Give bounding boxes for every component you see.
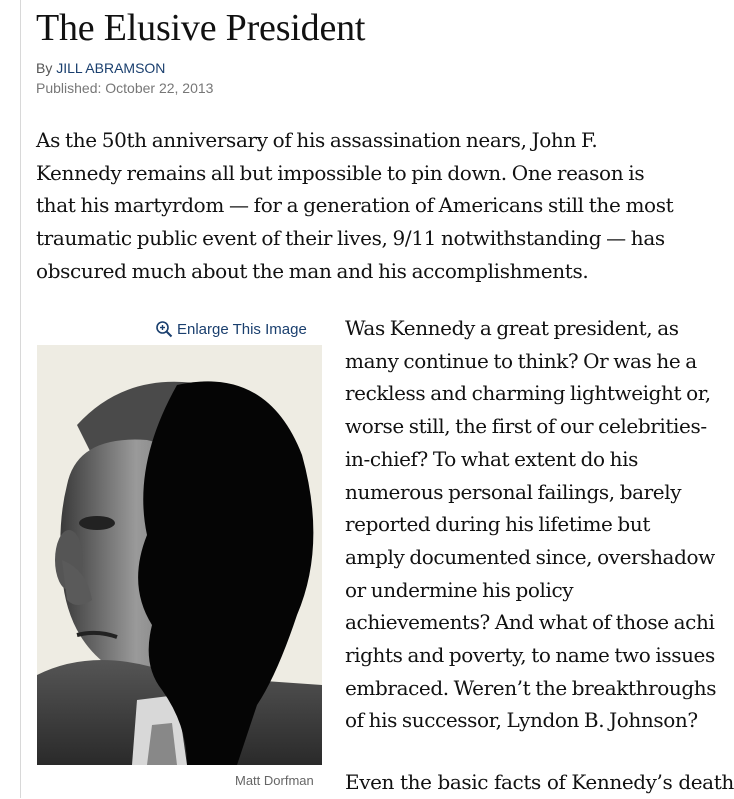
body-line: numerous personal failings, barely xyxy=(345,479,682,504)
kennedy-collage-illustration xyxy=(37,345,322,765)
body-line: rights and poverty, to name two issues xyxy=(345,643,715,668)
image-credit: Matt Dorfman xyxy=(235,773,314,788)
lead-line: obscured much about the man and his accomplishments. xyxy=(36,258,589,283)
lead-line: As the 50th anniversary of his assassination nears, John F. xyxy=(36,128,598,152)
body-line: Was Kennedy a great president, as xyxy=(345,316,679,340)
article-headline: The Elusive President xyxy=(36,7,366,49)
article-illustration[interactable] xyxy=(37,345,322,765)
enlarge-image-link[interactable] xyxy=(155,320,307,338)
byline-prefix: By xyxy=(36,60,57,76)
body-line: in-chief? To what extent do his xyxy=(345,446,638,471)
lead-line: traumatic public event of their lives, 9/11 notwithstanding — has xyxy=(36,226,665,251)
body-line: amply documented since, overshadow xyxy=(345,544,715,569)
body-line: achievements? And what of those achi xyxy=(345,610,715,635)
author-link[interactable]: JILL ABRAMSON xyxy=(56,60,166,76)
lead-paragraph xyxy=(36,124,734,288)
body-line: worse still, the first of our celebrities- xyxy=(345,414,707,439)
next-paragraph: Even the basic facts of Kennedy’s death xyxy=(345,770,734,794)
body-paragraph xyxy=(345,312,734,737)
body-line: reported during his lifetime but xyxy=(345,512,650,537)
left-column-rule xyxy=(20,0,21,798)
body-line: reckless and charming lightweight or, xyxy=(345,381,711,406)
body-line: of his successor, Lyndon B. Johnson? xyxy=(345,708,698,733)
body-line: embraced. Weren’t the breakthroughs xyxy=(345,675,717,700)
body-line: many continue to think? Or was he a xyxy=(345,348,697,373)
enlarge-label: Enlarge This Image xyxy=(177,320,307,338)
lead-line: Kennedy remains all but impossible to pin down. One reason is xyxy=(36,160,645,185)
byline xyxy=(36,60,165,76)
body-line: or undermine his policy xyxy=(345,577,574,602)
published-date: Published: October 22, 2013 xyxy=(36,80,214,96)
magnifier-plus-icon xyxy=(155,320,173,338)
lead-line: that his martyrdom — for a generation of Americans still the most xyxy=(36,193,674,218)
